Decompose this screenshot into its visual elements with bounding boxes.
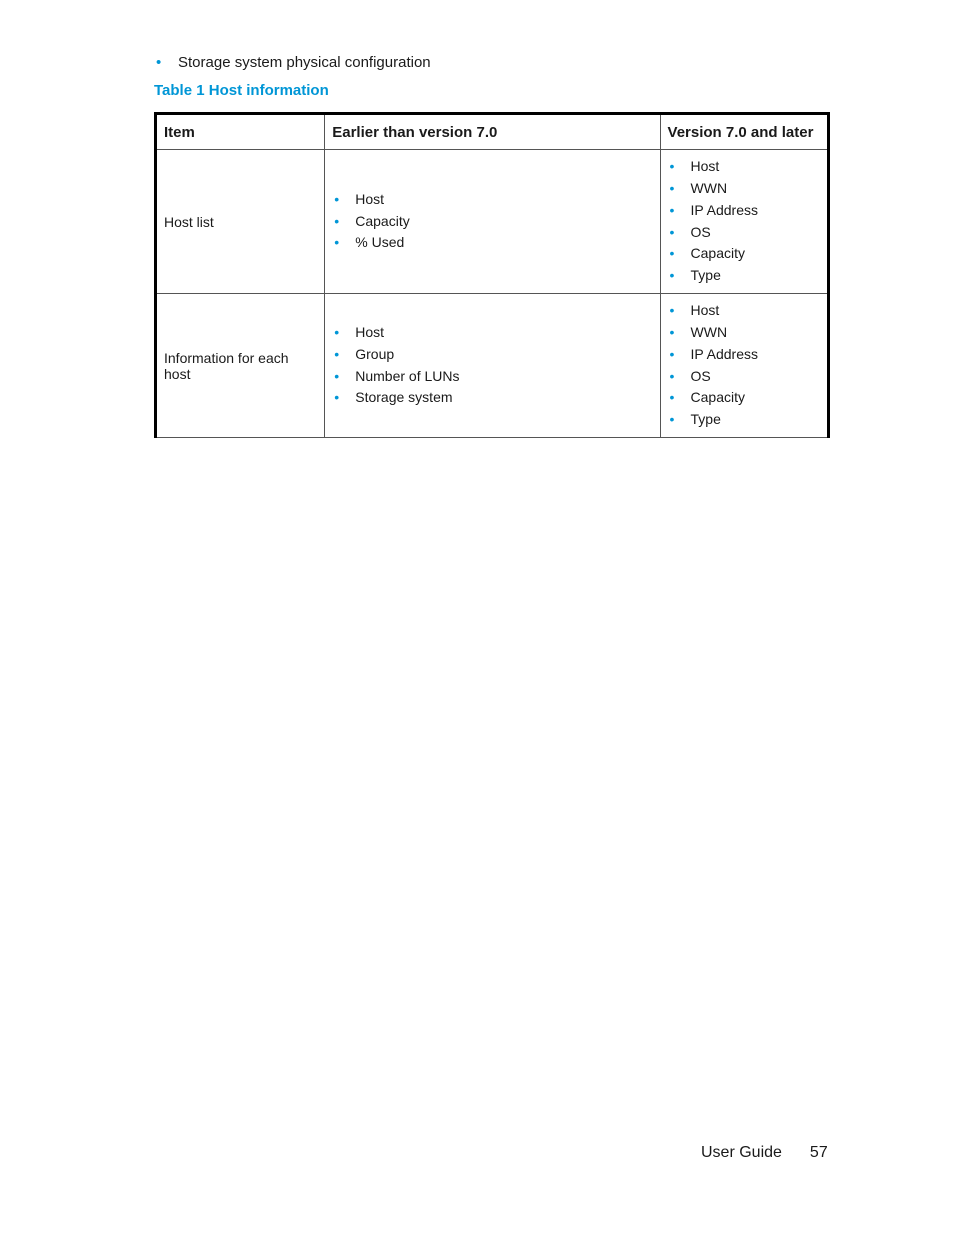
list-item-label: % Used — [355, 234, 405, 251]
later-list — [668, 300, 820, 430]
earlier-list — [332, 322, 652, 409]
bullet-icon: • — [669, 245, 675, 262]
bullet-icon: • — [334, 389, 340, 406]
bullet-icon: • — [669, 302, 675, 319]
row-later-cell — [660, 294, 828, 438]
list-item-label: Group — [355, 345, 395, 362]
list-item-label: OS — [690, 367, 711, 384]
list-item — [668, 344, 820, 366]
list-item-label: Host — [355, 190, 385, 207]
bullet-icon: • — [669, 201, 675, 218]
bullet-icon: • — [669, 180, 675, 197]
list-item — [668, 322, 820, 344]
header-item: Item — [156, 114, 325, 150]
list-item-label: Capacity — [690, 389, 745, 406]
bullet-icon: • — [669, 266, 675, 283]
bullet-icon: • — [334, 212, 340, 229]
list-item-label: Host — [690, 302, 720, 319]
row-earlier-cell — [325, 150, 660, 294]
row-later-cell — [660, 150, 828, 294]
table-row — [156, 294, 829, 438]
list-item-label: Number of LUNs — [355, 367, 460, 384]
row-item-cell: Information for each host — [156, 294, 325, 438]
list-item — [668, 222, 820, 244]
list-item — [668, 300, 820, 322]
list-item — [668, 200, 820, 222]
intro-bullet — [156, 53, 431, 73]
list-item — [332, 322, 652, 344]
bullet-icon: • — [156, 54, 162, 71]
bullet-icon: • — [669, 389, 675, 406]
list-item — [668, 366, 820, 388]
bullet-icon: • — [669, 410, 675, 427]
list-item-label: WWN — [690, 324, 728, 341]
list-item — [668, 387, 820, 409]
bullet-icon: • — [334, 190, 340, 207]
bullet-icon: • — [669, 223, 675, 240]
bullet-icon: • — [334, 324, 340, 341]
list-item-label: Capacity — [690, 245, 745, 262]
list-item — [332, 387, 652, 409]
list-item — [668, 178, 820, 200]
list-item-label: Capacity — [355, 212, 410, 229]
bullet-icon: • — [669, 367, 675, 384]
table-caption: Table 1 Host information — [154, 82, 329, 99]
bullet-icon: • — [334, 367, 340, 384]
list-item-label: Type — [690, 266, 721, 283]
list-item-label: IP Address — [690, 345, 758, 362]
list-item — [332, 232, 652, 254]
bullet-icon: • — [334, 345, 340, 362]
list-item — [332, 344, 652, 366]
list-item-label: Type — [690, 410, 721, 427]
list-item-label: Host — [690, 158, 720, 175]
list-item — [668, 265, 820, 287]
header-later: Version 7.0 and later — [660, 114, 828, 150]
list-item-label: OS — [690, 223, 711, 240]
earlier-list — [332, 189, 652, 254]
row-earlier-cell — [325, 294, 660, 438]
bullet-icon: • — [669, 345, 675, 362]
intro-bullet-text: Storage system physical configuration — [178, 54, 431, 71]
list-item — [668, 409, 820, 431]
table-row — [156, 150, 829, 294]
list-item — [332, 189, 652, 211]
bullet-icon: • — [669, 158, 675, 175]
list-item-label: Host — [355, 324, 385, 341]
list-item — [332, 211, 652, 233]
list-item-label: Storage system — [355, 389, 453, 406]
list-item — [332, 366, 652, 388]
header-earlier: Earlier than version 7.0 — [325, 114, 660, 150]
footer-title: User Guide — [701, 1144, 782, 1161]
list-item — [668, 243, 820, 265]
bullet-icon: • — [334, 234, 340, 251]
bullet-icon: • — [669, 324, 675, 341]
list-item-label: WWN — [690, 180, 728, 197]
table-header-row — [156, 114, 829, 150]
row-item-cell: Host list — [156, 150, 325, 294]
page-number: 57 — [809, 1144, 828, 1161]
list-item — [668, 156, 820, 178]
page-footer — [701, 1143, 828, 1163]
list-item-label: IP Address — [690, 201, 758, 218]
host-information-table — [154, 112, 830, 438]
later-list — [668, 156, 820, 286]
